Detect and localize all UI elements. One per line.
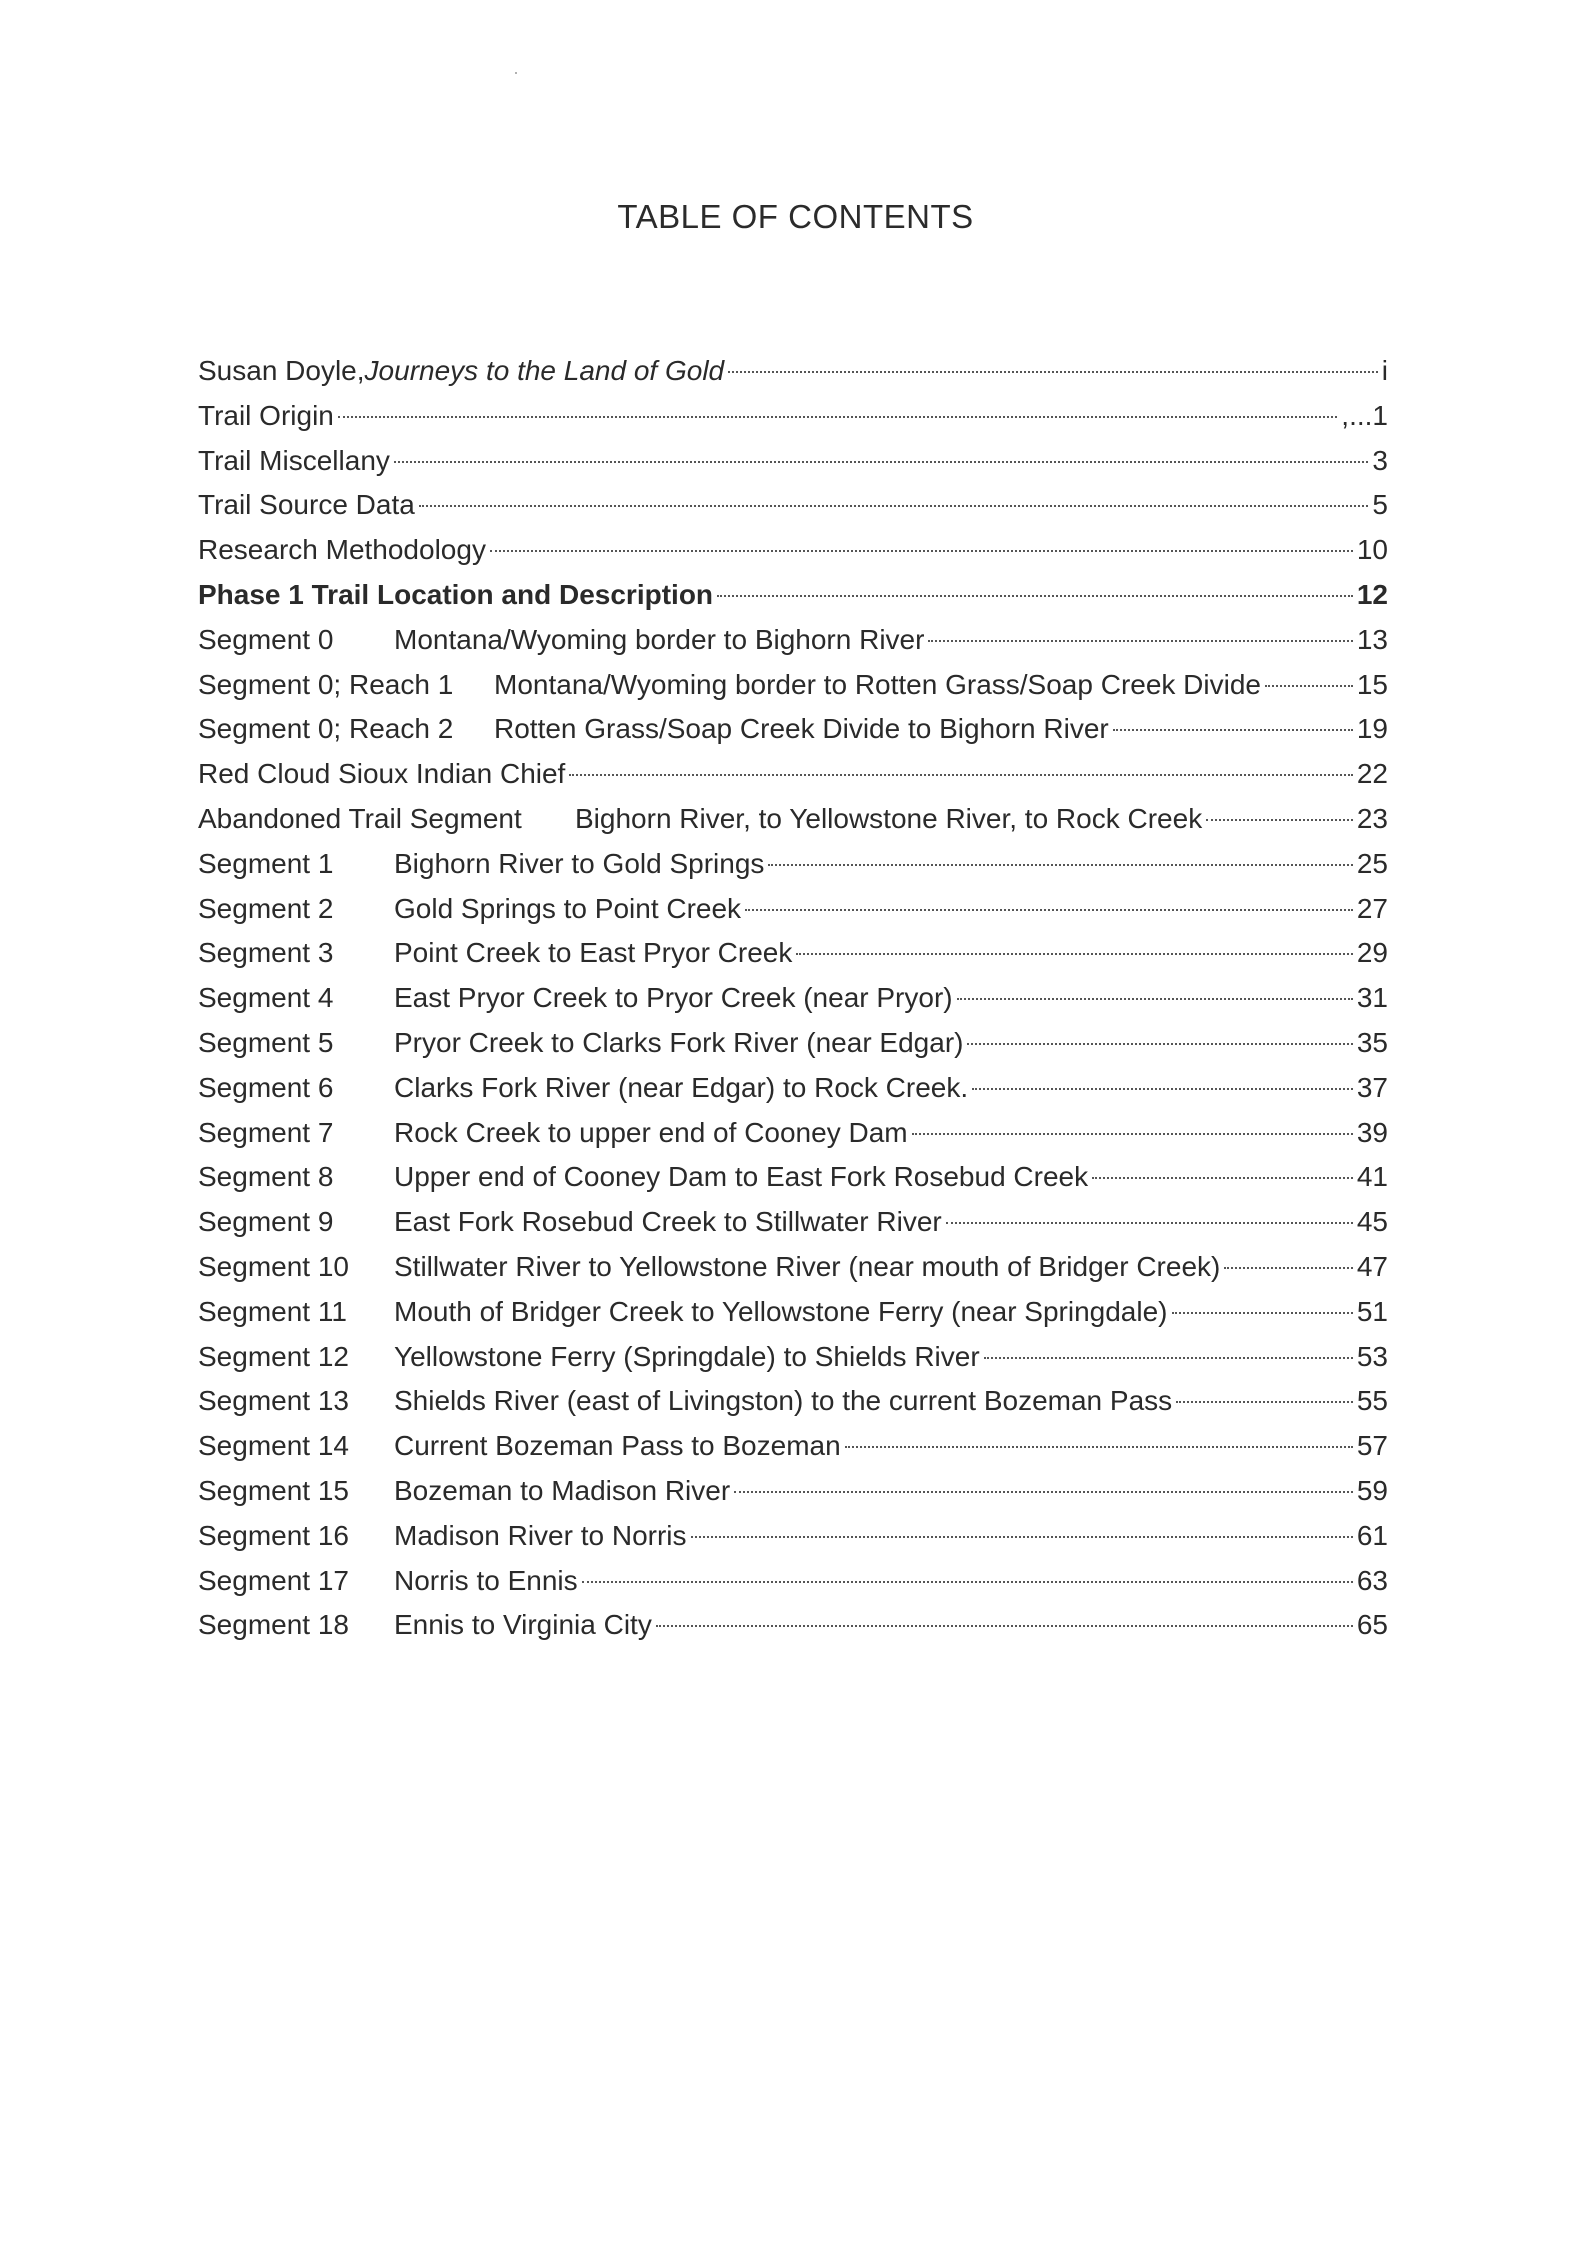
toc-entry-page: 63: [1356, 1564, 1388, 1596]
dot-leader: [582, 1581, 1353, 1583]
toc-entry-label: Shields River (east of Livingston) to the current Bozeman Pass: [394, 1385, 1173, 1417]
toc-entry-segment: Segment 9: [198, 1206, 334, 1238]
toc-entry[interactable]: [198, 624, 1388, 669]
dot-leader: [717, 595, 1353, 597]
toc-entry-page: 19: [1356, 713, 1388, 745]
toc-entry-label: Montana/Wyoming border to Bighorn River: [394, 623, 925, 655]
toc-entry-page: 23: [1356, 802, 1388, 834]
dot-leader: [734, 1491, 1353, 1493]
toc-entry-label: Bighorn River, to Yellowstone River, to Rock Creek: [575, 802, 1203, 834]
toc-entry[interactable]: [198, 937, 1388, 982]
dot-leader: [984, 1357, 1353, 1359]
toc-entry[interactable]: [198, 893, 1388, 938]
toc-entry[interactable]: [198, 1475, 1388, 1520]
toc-entry-label: Rock Creek to upper end of Cooney Dam: [394, 1116, 908, 1148]
toc-entry[interactable]: [198, 1027, 1388, 1072]
dot-leader: [967, 1043, 1352, 1045]
dot-leader: [394, 461, 1369, 463]
dot-leader: [1092, 1177, 1353, 1179]
toc-entry[interactable]: [198, 758, 1388, 803]
toc-entry-label: Trail Miscellany: [198, 444, 390, 476]
toc-entry[interactable]: [198, 1206, 1388, 1251]
toc-entry-page: 25: [1356, 847, 1388, 879]
dot-leader: [768, 864, 1352, 866]
page-title: TABLE OF CONTENTS: [617, 198, 974, 235]
toc-entry-label: Stillwater River to Yellowstone River (near mouth of Bridger Creek): [394, 1250, 1221, 1282]
toc-entry-page: 27: [1356, 892, 1388, 924]
toc-entry-segment: Segment 3: [198, 937, 334, 969]
toc-entry-label: East Fork Rosebud Creek to Stillwater River: [394, 1206, 942, 1238]
dot-leader: [957, 998, 1353, 1000]
toc-entry-segment: Segment 0: [198, 623, 334, 655]
toc-entry-page: 45: [1356, 1206, 1388, 1238]
toc-entry-label: Ennis to Virginia City: [394, 1609, 652, 1641]
toc-entry[interactable]: [198, 1385, 1388, 1430]
dot-leader: [1172, 1312, 1353, 1314]
dot-leader: [656, 1625, 1353, 1627]
toc-entry[interactable]: [198, 1430, 1388, 1475]
toc-entry[interactable]: [198, 400, 1388, 445]
toc-entry[interactable]: [198, 355, 1388, 400]
toc-entry-page: 37: [1356, 1071, 1388, 1103]
toc-entry-label: Yellowstone Ferry (Springdale) to Shields River: [394, 1340, 980, 1372]
toc-entry-page: 22: [1356, 758, 1388, 790]
toc-entry-label: Trail Source Data: [198, 489, 415, 521]
toc-entry-page: 15: [1356, 668, 1388, 700]
toc-entry-label: Current Bozeman Pass to Bozeman: [394, 1430, 841, 1462]
toc-entry[interactable]: [198, 534, 1388, 579]
toc-entry-segment: Segment 1: [198, 847, 334, 879]
toc-entry-segment: Segment 12: [198, 1340, 349, 1372]
toc-entry-label: Montana/Wyoming border to Rotten Grass/Soap Creek Divide: [494, 668, 1261, 700]
toc-entry-page: 3: [1372, 444, 1388, 476]
toc-entry-page: 61: [1356, 1519, 1388, 1551]
toc-entry[interactable]: [198, 1341, 1388, 1386]
toc-entry-page: 12: [1356, 578, 1388, 610]
toc-entry-label: Red Cloud Sioux Indian Chief: [198, 758, 566, 790]
toc-entry-page: i: [1381, 355, 1388, 386]
toc-entry-label: Bozeman to Madison River: [394, 1474, 731, 1506]
toc-entry-page: 29: [1356, 937, 1388, 969]
toc-entry-page: 5: [1372, 489, 1388, 521]
toc-entry-page: 57: [1356, 1430, 1388, 1462]
dot-leader: [419, 505, 1369, 507]
toc-entry-label: Norris to Ennis: [394, 1564, 578, 1596]
toc-entry[interactable]: [198, 1565, 1388, 1610]
toc-entry-label: Madison River to Norris: [394, 1519, 687, 1551]
toc-entry[interactable]: [198, 669, 1388, 714]
toc-entry-segment: Segment 16: [198, 1519, 349, 1551]
dot-leader: [972, 1088, 1353, 1090]
toc-entry-page: 39: [1356, 1116, 1388, 1148]
dot-leader: [1176, 1401, 1353, 1403]
toc-entry-label: East Pryor Creek to Pryor Creek (near Pryor): [394, 982, 953, 1014]
toc-entry-page: 59: [1356, 1474, 1388, 1506]
toc-entry-label: Clarks Fork River (near Edgar) to Rock Creek.: [394, 1071, 969, 1103]
dot-leader: [490, 550, 1353, 552]
dot-leader: [912, 1133, 1353, 1135]
dot-leader: [745, 909, 1353, 911]
toc-entry-label: Trail Origin: [198, 399, 334, 431]
toc-entry[interactable]: [198, 445, 1388, 490]
toc-entry[interactable]: [198, 848, 1388, 893]
toc-entry-page: 13: [1356, 623, 1388, 655]
toc-entry-segment: Segment 4: [198, 982, 334, 1014]
dot-leader: [845, 1446, 1353, 1448]
dot-leader: [1206, 819, 1353, 821]
toc-entry[interactable]: [198, 1520, 1388, 1565]
toc-entry-page: ,...1: [1341, 399, 1388, 431]
scan-speck: [515, 72, 517, 74]
toc-entry-segment: Segment 8: [198, 1161, 334, 1193]
toc-entry-segment: Segment 10: [198, 1250, 349, 1282]
toc-entry-page: 41: [1356, 1161, 1388, 1193]
toc-entry-segment: Segment 5: [198, 1026, 334, 1058]
toc-entry[interactable]: [198, 713, 1388, 758]
dot-leader: [728, 371, 1378, 373]
toc-entry-segment: Segment 6: [198, 1071, 334, 1103]
dot-leader: [338, 416, 1337, 418]
toc-entry-page: 10: [1356, 534, 1388, 566]
toc-entry-segment: Segment 14: [198, 1430, 349, 1462]
toc-entry-label: Phase 1 Trail Location and Description: [198, 578, 714, 610]
toc-entry[interactable]: [198, 982, 1388, 1027]
toc-entry-segment: Segment 2: [198, 892, 334, 924]
table-of-contents: [198, 355, 1388, 1654]
toc-entry-segment: Segment 13: [198, 1385, 349, 1417]
toc-entry-label: Rotten Grass/Soap Creek Divide to Bighorn River: [494, 713, 1109, 745]
toc-entry-phase-heading[interactable]: [198, 579, 1388, 624]
toc-entry[interactable]: [198, 1251, 1388, 1296]
toc-entry-page: 47: [1356, 1250, 1388, 1282]
dot-leader: [946, 1222, 1353, 1224]
toc-entry[interactable]: [198, 1161, 1388, 1206]
toc-entry-page: 51: [1356, 1295, 1388, 1327]
dot-leader: [569, 774, 1353, 776]
toc-entry-label: Journeys to the Land of Gold: [364, 355, 725, 386]
toc-entry-label: Mouth of Bridger Creek to Yellowstone Ferry (near Springdale): [394, 1295, 1168, 1327]
toc-entry[interactable]: [198, 1117, 1388, 1162]
toc-entry[interactable]: [198, 803, 1388, 848]
toc-entry-segment: Segment 11: [198, 1295, 347, 1327]
dot-leader: [796, 953, 1352, 955]
dot-leader: [928, 640, 1352, 642]
toc-entry-segment: Segment 15: [198, 1474, 349, 1506]
toc-entry[interactable]: [198, 1609, 1388, 1654]
toc-entry-page: 31: [1356, 982, 1388, 1014]
toc-entry-label: Gold Springs to Point Creek: [394, 892, 742, 924]
toc-entry-page: 35: [1356, 1026, 1388, 1058]
toc-entry[interactable]: [198, 1296, 1388, 1341]
toc-entry-label: Bighorn River to Gold Springs: [394, 847, 765, 879]
toc-entry-segment: Segment 0; Reach 1: [198, 668, 454, 700]
toc-entry[interactable]: [198, 1072, 1388, 1117]
toc-entry-segment: Segment 0; Reach 2: [198, 713, 454, 745]
toc-entry-author: Susan Doyle,: [198, 355, 365, 386]
toc-entry-segment: Segment 17: [198, 1564, 349, 1596]
toc-entry-label: Upper end of Cooney Dam to East Fork Rosebud Creek: [394, 1161, 1089, 1193]
toc-entry[interactable]: [198, 489, 1388, 534]
toc-entry-label: Research Methodology: [198, 534, 486, 566]
toc-entry-page: 53: [1356, 1340, 1388, 1372]
dot-leader: [1265, 685, 1353, 687]
toc-entry-segment: Segment 18: [198, 1609, 349, 1641]
toc-entry-label: Pryor Creek to Clarks Fork River (near Edgar): [394, 1026, 964, 1058]
toc-entry-segment: Segment 7: [198, 1116, 334, 1148]
toc-entry-label: Point Creek to East Pryor Creek: [394, 937, 793, 969]
toc-entry-segment: Abandoned Trail Segment: [198, 802, 522, 834]
dot-leader: [1113, 729, 1353, 731]
dot-leader: [691, 1536, 1353, 1538]
toc-entry-page: 65: [1356, 1609, 1388, 1641]
toc-entry-page: 55: [1356, 1385, 1388, 1417]
dot-leader: [1224, 1267, 1353, 1269]
